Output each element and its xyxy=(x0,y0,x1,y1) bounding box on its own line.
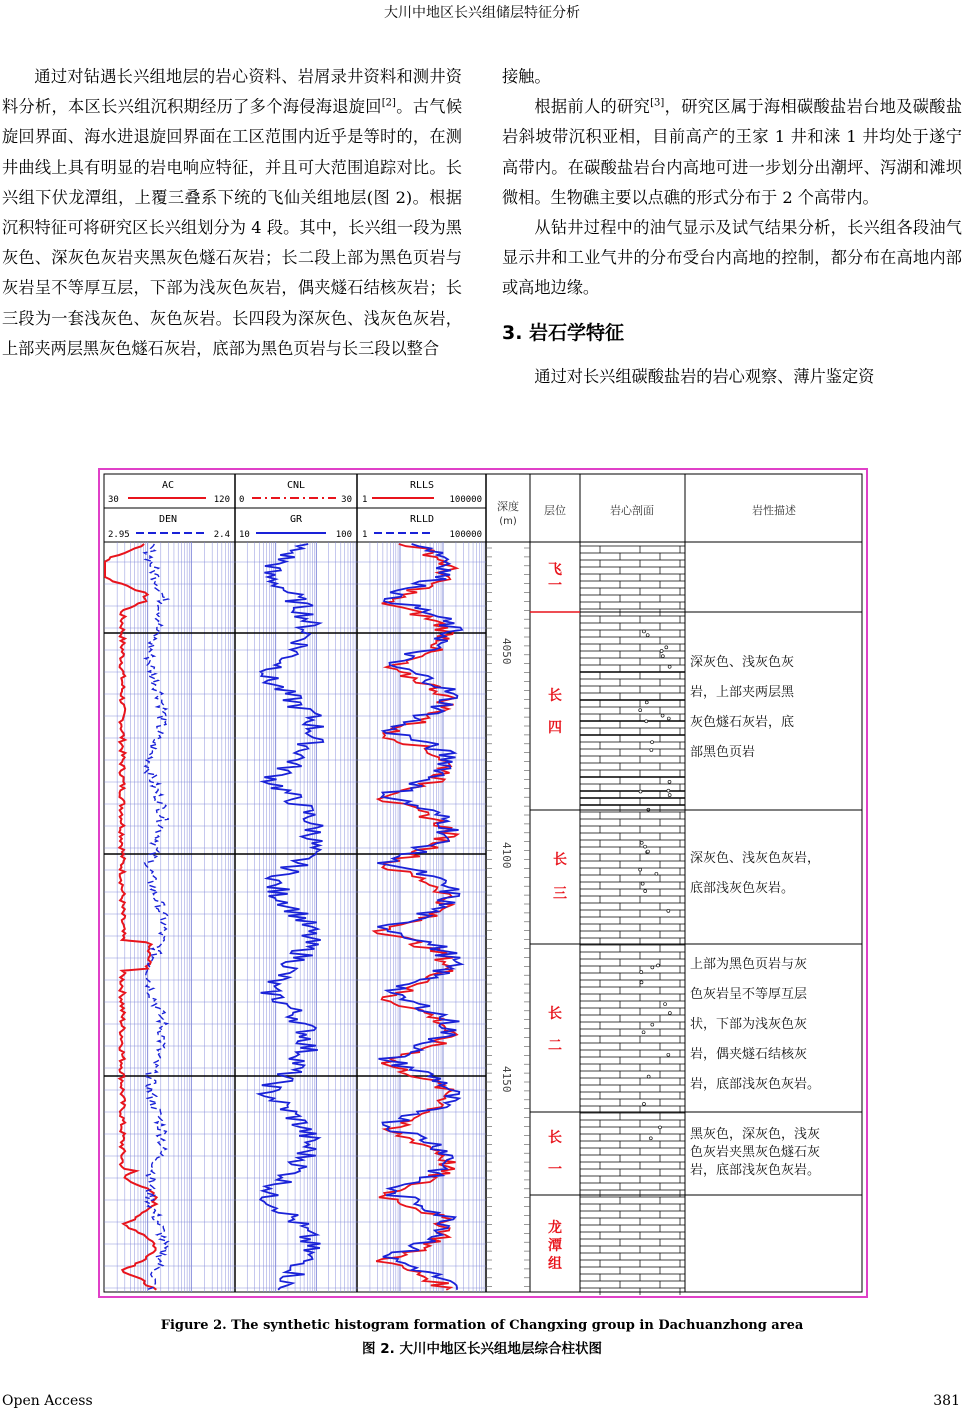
figure-caption-en: Figure 2. The synthetic histogram formation of Changxing group in Dachuanzhong area xyxy=(160,1318,804,1333)
desc-c4-3: 灰色燧石灰岩，底 xyxy=(690,715,795,730)
depth-4150: 4150 xyxy=(500,1066,513,1093)
desc-c2-5: 岩，底部浅灰色灰岩。 xyxy=(690,1077,821,1092)
desc-c1-3: 岩，底部浅灰色灰岩。 xyxy=(690,1163,821,1178)
depth-4050: 4050 xyxy=(500,638,513,665)
layer-c4-2: 四 xyxy=(548,720,562,736)
left-paragraph: 通过对钻遇长兴组地层的岩心资料、岩屑录井资料和测井资料分析，本区长兴组沉积期经历了多个海侵海退旋回[2]。古气候旋回界面、海水进退旋回界面在工区范围内近乎是等时的，在测井曲线上具有明显的岩电响应特征，并且可大范围追踪对比。长兴组下伏龙潭组，上覆三叠系下统的飞仙关组地层(图 2)。根据沉积特征可将研究区长兴组划分为 4 段。其中，长兴组一段为黑灰色、深灰色灰岩夹黑灰色燧石灰岩；长二段上部为黑色页岩与灰岩呈不等厚互层，下部为浅灰色灰岩，偶夹燧石结核灰岩；长三段为一套浅灰色、灰色灰岩。长四段为深灰色、浅灰色灰岩，上部夹两层黑灰色燧石灰岩，底部为黑色页岩与长三段以整合 xyxy=(2,67,463,358)
layer-lt-3: 组 xyxy=(548,1256,562,1272)
ac-label: AC xyxy=(161,480,175,491)
layer-c2-1: 长 xyxy=(548,1006,562,1022)
running-header: 大川中地区长兴组储层特征分析 xyxy=(384,5,580,21)
gr-max: 100 xyxy=(335,530,352,540)
right-paragraph-0: 接触。 xyxy=(502,67,551,86)
right-column xyxy=(502,62,962,392)
cnl-max: 30 xyxy=(341,495,352,505)
layer-c1-2: 一 xyxy=(548,1162,562,1178)
layer-c3-2: 三 xyxy=(553,886,567,902)
den-label: DEN xyxy=(158,514,178,525)
rlld-min: 1 xyxy=(362,530,368,540)
rlls-min: 1 xyxy=(362,495,368,505)
rlld-max: 100000 xyxy=(449,530,482,540)
right-paragraph-1: 根据前人的研究[3]，研究区属于海相碳酸盐岩台地及碳酸盐岩斜坡带沉积亚相，目前高产的王家 1 井和涞 1 井均处于遂宁高带内。在碳酸盐岩台内高地可进一步划分出潮坪、泻湖和滩坝微相。生物礁主要以点礁的形式分布于 2 个高带内。 xyxy=(502,97,963,207)
cnl-min: 0 xyxy=(239,495,245,505)
right-paragraph-2: 从钻井过程中的油气显示及试气结果分析，长兴组各段油气显示井和工业气井的分布受台内高地的控制，都分布在高地内部或高地边缘。 xyxy=(502,218,962,298)
desc-c4-4: 部黑色页岩 xyxy=(690,745,756,760)
citation-2[interactable]: [2] xyxy=(381,97,396,109)
rlls-max: 100000 xyxy=(449,495,482,505)
layer-fei-2: 一 xyxy=(548,578,562,594)
section-header: 岩心剖面 xyxy=(610,504,654,517)
desc-c4-1: 深灰色、浅灰色灰 xyxy=(690,655,795,670)
den-max: 2.4 xyxy=(213,530,230,540)
desc-c2-1: 上部为黑色页岩与灰 xyxy=(690,957,808,972)
ac-min: 30 xyxy=(108,495,119,505)
desc-c4-2: 岩，上部夹两层黑 xyxy=(690,685,795,700)
layer-c3-1: 长 xyxy=(553,852,567,868)
page-number: 381 xyxy=(933,1393,960,1409)
desc-c2-2: 色灰岩呈不等厚互层 xyxy=(690,987,808,1002)
figure-caption-zh: 图 2. 大川中地区长兴组地层综合柱状图 xyxy=(362,1341,602,1357)
layer-lt-2: 潭 xyxy=(548,1238,562,1254)
desc-c3-2: 底部浅灰色灰岩。 xyxy=(690,881,795,896)
layer-c1-1: 长 xyxy=(548,1130,562,1146)
layer-c4-1: 长 xyxy=(548,688,562,704)
layer-c2-2: 二 xyxy=(548,1038,562,1054)
depth-4100: 4100 xyxy=(500,842,513,869)
desc-c1-1: 黑灰色，深灰色，浅灰 xyxy=(690,1127,821,1142)
depth-unit: (m) xyxy=(499,516,517,527)
cnl-label: CNL xyxy=(286,480,306,491)
gr-min: 10 xyxy=(239,530,250,540)
layer-lt-1: 龙 xyxy=(548,1220,562,1236)
desc-c2-3: 状，下部为浅灰色灰 xyxy=(690,1017,808,1032)
ac-max: 120 xyxy=(213,495,230,505)
figure-2 xyxy=(98,468,868,1298)
desc-c2-4: 岩，偶夹燧石结核灰 xyxy=(690,1047,808,1062)
gr-label: GR xyxy=(289,514,303,525)
left-column xyxy=(2,62,462,364)
layer-header: 层位 xyxy=(544,504,566,517)
desc-c3-1: 深灰色、浅灰色灰岩， xyxy=(690,851,821,866)
well-log-chart xyxy=(100,470,866,1296)
rlld-label: RLLD xyxy=(409,514,435,525)
layer-fei-1: 飞 xyxy=(548,562,562,578)
citation-3[interactable]: [3] xyxy=(650,97,665,109)
desc-header: 岩性描述 xyxy=(752,504,796,517)
depth-header: 深度 xyxy=(497,500,519,513)
footer-open-access: Open Access xyxy=(2,1393,93,1409)
desc-c1-2: 色灰岩夹黑灰色燧石灰 xyxy=(690,1145,821,1160)
right-paragraph-3: 通过对长兴组碳酸盐岩的岩心观察、薄片鉴定资 xyxy=(534,366,875,386)
section-heading: 3. 岩石学特征 xyxy=(502,321,625,344)
rlls-label: RLLS xyxy=(409,480,435,491)
den-min: 2.95 xyxy=(108,530,130,540)
